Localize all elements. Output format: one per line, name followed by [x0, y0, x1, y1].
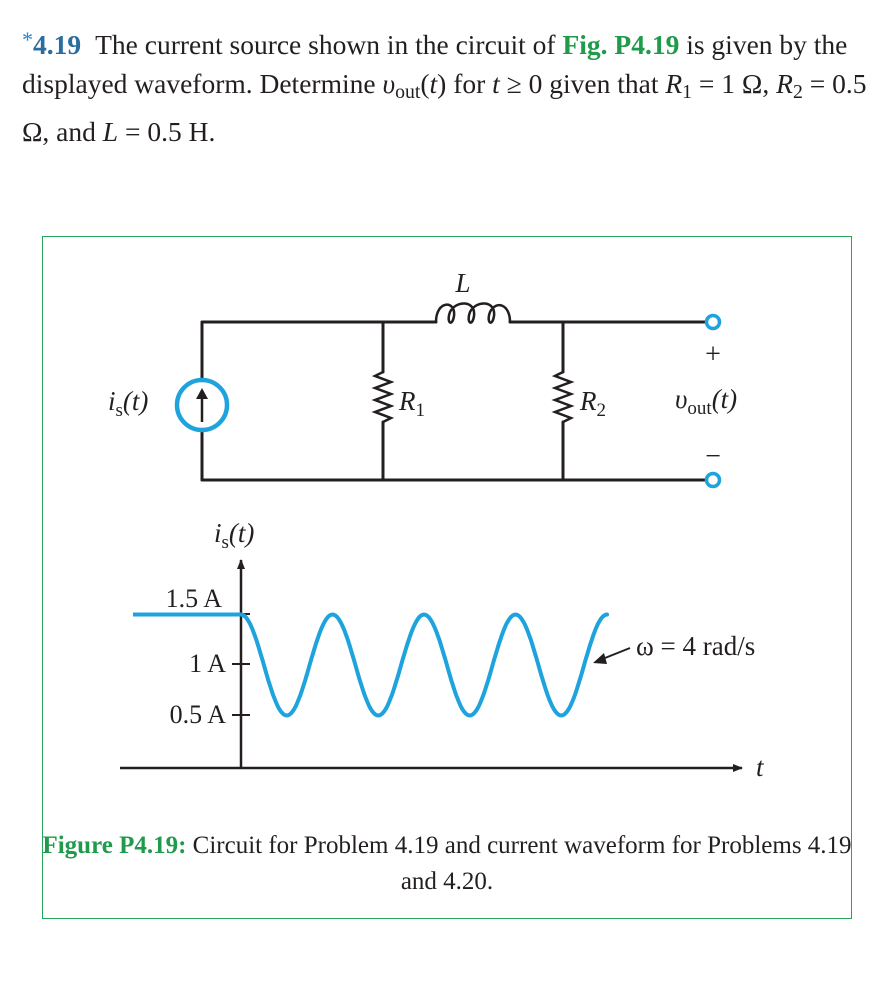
- vout-label-sub: out: [687, 398, 712, 419]
- resistor-r1: [375, 372, 391, 422]
- current-source-icon: [177, 380, 227, 430]
- vout-label: [675, 384, 737, 419]
- r2-label: [579, 386, 606, 421]
- r1-subscript: 1: [682, 80, 693, 103]
- circuit: [202, 303, 705, 480]
- problem-number: 4.19: [33, 29, 82, 60]
- caption-text: Circuit for Problem 4.19 and current waveform for Problems 4.19 and 4.20.: [186, 832, 852, 895]
- r2-label-sub: 2: [596, 400, 606, 421]
- r1-label-sub: 1: [415, 400, 425, 421]
- problem-text-a: The current source shown in the circuit of: [95, 29, 563, 60]
- r2-symbol: R: [776, 68, 793, 99]
- waveform-sinusoid: [241, 615, 607, 716]
- l-symbol: L: [102, 115, 119, 147]
- minus-sign: −: [705, 441, 721, 472]
- y-axis-label-sub: s: [221, 532, 229, 553]
- r2-label-main: R: [580, 386, 597, 416]
- t-symbol-2: t: [492, 68, 500, 99]
- r2-subscript: 2: [792, 80, 803, 103]
- source-label-main: i: [108, 386, 116, 416]
- r1-label-main: R: [399, 386, 416, 416]
- r1-value: = 1 Ω,: [692, 68, 777, 99]
- source-label-arg: (t): [122, 386, 149, 416]
- l-value: = 0.5 H.: [118, 115, 216, 147]
- tick-label-0-5: 0.5 A: [169, 700, 226, 729]
- resistor-r2: [555, 372, 571, 422]
- problem-text-b: is given by the displayed waveform. Determine: [22, 29, 848, 99]
- problem-text-c: (: [420, 68, 430, 99]
- omega-pointer-arrowhead: [593, 653, 607, 664]
- source-label: [108, 386, 148, 421]
- vout-label-main: υ: [675, 384, 688, 414]
- omega-label: ω = 4 rad/s: [636, 631, 756, 661]
- vout-label-arg: (t): [711, 384, 738, 414]
- x-axis-label: t: [756, 752, 764, 782]
- vout-subscript: out: [395, 80, 421, 103]
- star-marker: *: [22, 27, 33, 52]
- y-axis-label-arg: (t): [228, 518, 255, 548]
- t-symbol: t: [429, 68, 438, 99]
- plus-sign: +: [705, 339, 721, 370]
- inductor-coil: [436, 303, 510, 322]
- source-label-sub: s: [115, 400, 123, 421]
- r2-value: = 0.5 Ω, and: [22, 68, 867, 147]
- problem-text-d: ) for: [437, 68, 493, 99]
- tick-label-1: 1 A: [189, 649, 226, 678]
- vout-symbol: υ: [382, 68, 396, 99]
- waveform-plot: [120, 518, 765, 782]
- figure-reference: Fig. P4.19: [562, 29, 680, 60]
- figure-caption: [42, 828, 852, 900]
- terminal-plus-icon: [707, 316, 720, 329]
- r1-label: [398, 386, 425, 421]
- r1-symbol: R: [665, 68, 683, 99]
- problem-text-e: ≥ 0 given that: [499, 68, 666, 99]
- caption-label: Figure P4.19:: [42, 832, 187, 859]
- terminal-minus-icon: [707, 474, 720, 487]
- inductor-label: L: [455, 268, 471, 298]
- y-axis-label: [214, 518, 254, 553]
- y-axis-label-main: i: [214, 518, 222, 548]
- tick-label-1-5: 1.5 A: [165, 584, 222, 613]
